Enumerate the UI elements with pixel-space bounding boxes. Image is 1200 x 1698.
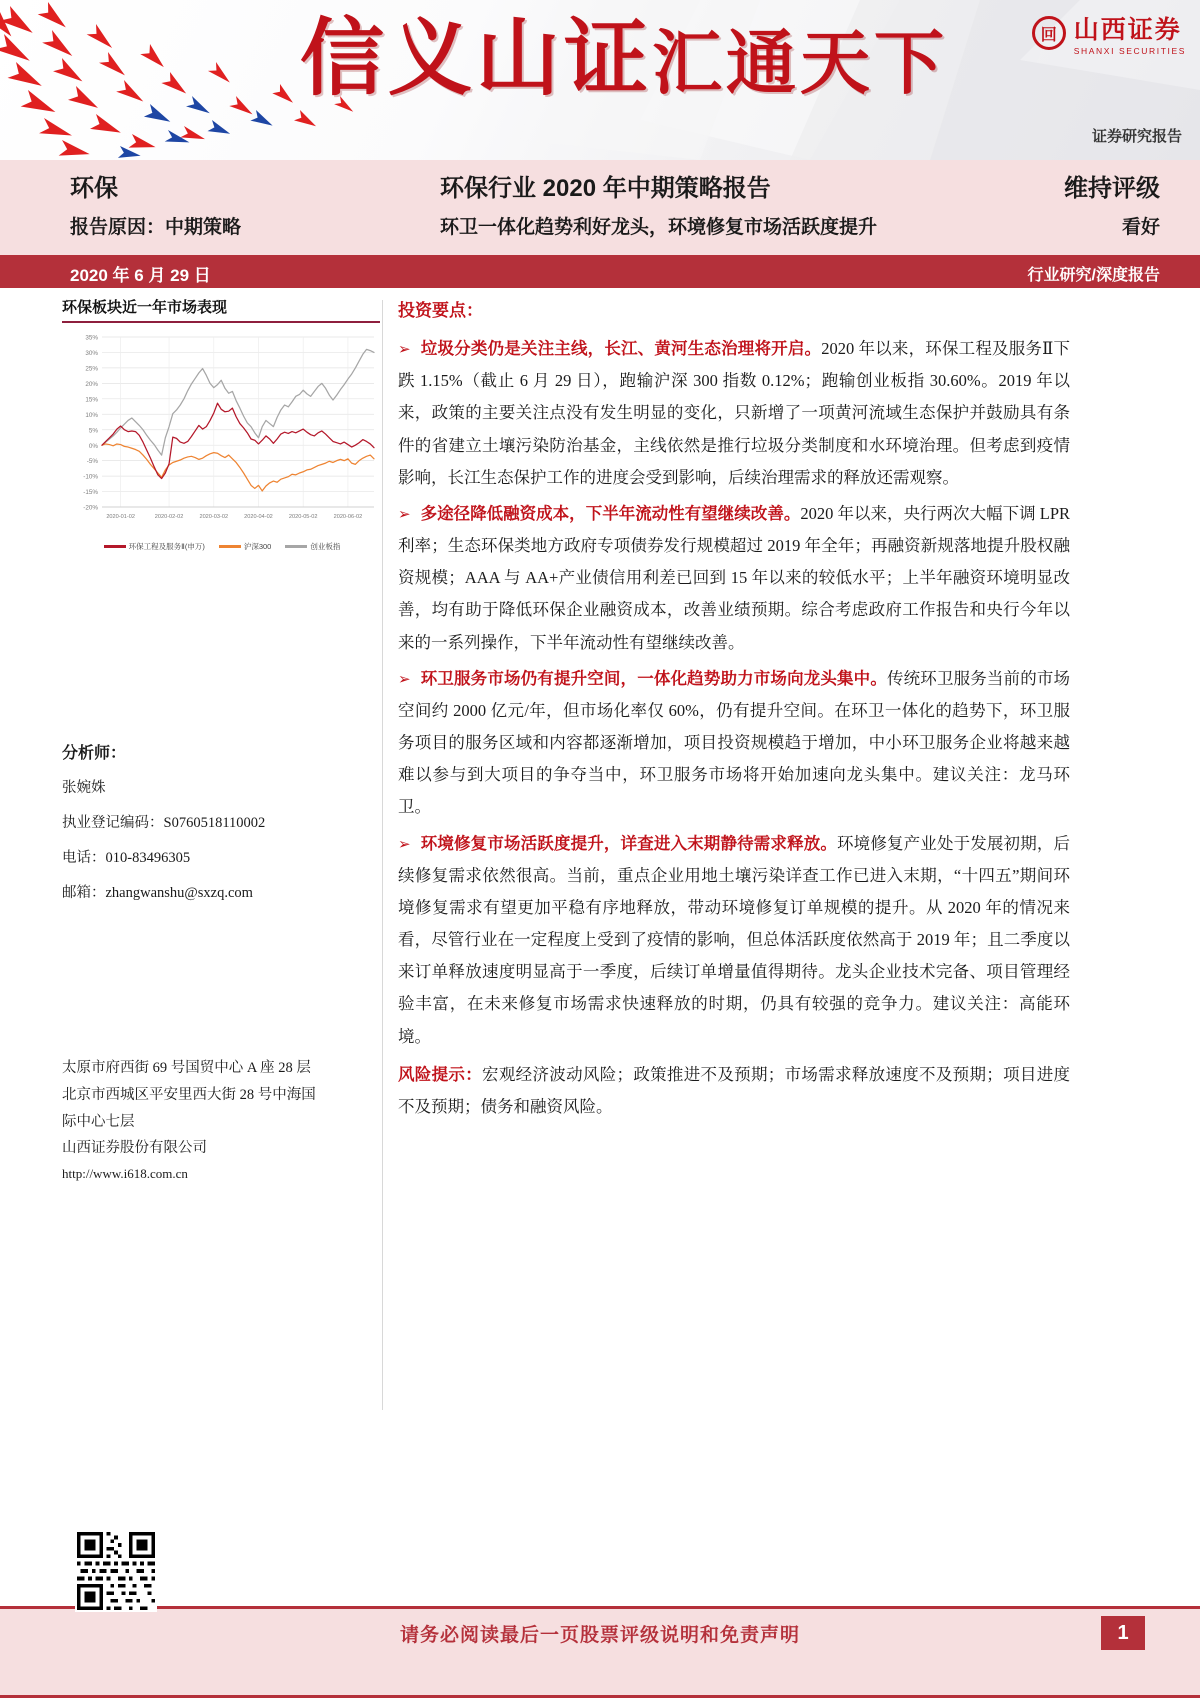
y-tick-label: 0% <box>88 442 98 450</box>
y-tick-label: -20% <box>83 504 98 512</box>
company-logo <box>1032 10 1186 56</box>
rating-value: 看好 <box>1121 217 1160 238</box>
y-tick-label: 20% <box>85 380 98 388</box>
risk-body: 宏观经济波动风险；政策推进不及预期；市场需求释放速度不及预期；项目进度不及预期；债务和融资风险。 <box>398 1064 1071 1116</box>
logo-seal-icon: 回 <box>1032 16 1066 50</box>
main-content <box>398 296 1070 1123</box>
report-main-title: 环保行业 2020 年中期策略报告 <box>440 175 771 202</box>
y-tick-label: -10% <box>83 473 98 481</box>
logo-company-name-cn: 山西证券 <box>1073 16 1182 44</box>
legend-item-1 <box>219 541 272 552</box>
chart-title: 环保板块近一年市场表现 <box>62 299 228 316</box>
title-row-primary <box>0 168 1200 210</box>
x-tick-label: 2020-06-02 <box>333 514 363 520</box>
address-line-2: 北京市西城区平安里西大街 28 号中海国 <box>62 1086 316 1103</box>
y-tick-label: 25% <box>85 365 98 373</box>
investment-point-body-0: 2020 年以来，环保工程及服务Ⅱ下跌 1.15%（截止 6 月 29 日），跑输沪深 300 指数 0.12%；跑输创业板指 30.60%。2019 年以来，政策的主要关注点没有发生明显的变化，只新增了一项黄河流域生态保护并鼓励具有条件的省建立土壤污染防治基金，主线依然是推行垃圾分类制度和水环境治理。但考虑到疫情影响，长江生态保护工作的进度会受到影响，后续治理需求的释放还需观察。 <box>398 339 1071 487</box>
y-tick-label: -15% <box>83 489 98 497</box>
footer-top-rule <box>0 1606 1200 1609</box>
y-tick-label: 10% <box>85 411 98 419</box>
chart-legend <box>62 541 382 552</box>
legend-swatch-0 <box>104 545 126 548</box>
investment-point-lead-2: 环卫服务市场仍有提升空间，一体化趋势助力市场向龙头集中。 <box>420 669 887 688</box>
address-line-1: 太原市府西街 69 号国贸中心 A 座 28 层 <box>62 1060 311 1076</box>
bullet-arrow-icon: ➢ <box>398 834 411 853</box>
investment-point-2 <box>398 663 1070 824</box>
analyst-block <box>62 740 392 918</box>
bullet-arrow-icon: ➢ <box>398 669 411 688</box>
investment-point-body-1: 2020 年以来，央行两次大幅下调 LPR 利率；生态环保类地方政府专项债券发行规模超过 2019 年全年；再融资新规落地提升股权融资规模；AAA 与 AA+产业债信用利差已回到 15 年以来的较低水平；上半年融资环境明显改善，均有助于降低环保企业融资成本，改善业绩预期。综合考虑政府工作报告和央行今年以来的一系列操作，下半年流动性有望继续改善。 <box>398 503 1071 652</box>
x-tick-label: 2020-03-02 <box>199 514 229 520</box>
legend-swatch-2 <box>285 545 307 548</box>
banner-slogan <box>300 13 949 106</box>
investment-points-list <box>398 333 1070 1053</box>
date-band <box>0 255 1200 288</box>
analyst-phone-label: 电话： <box>62 849 106 866</box>
footer-disclaimer: 请务必阅读最后一页股票评级说明和免责声明 <box>399 1625 800 1646</box>
y-tick-label: -5% <box>86 458 98 466</box>
title-row-secondary <box>0 212 1200 252</box>
legend-label-1: 沪深300 <box>243 542 272 551</box>
x-tick-label: 2020-05-02 <box>288 514 318 520</box>
y-tick-label: 30% <box>85 350 98 358</box>
investment-point-0 <box>398 333 1070 494</box>
address-line-3: 际中心七层 <box>62 1113 135 1130</box>
report-kind-label: 证券研究报告 <box>1091 128 1182 145</box>
analyst-name: 张婉姝 <box>62 780 106 796</box>
address-line-4: 山西证券股份有限公司 <box>62 1140 207 1157</box>
x-tick-label: 2020-01-02 <box>106 514 135 520</box>
investment-point-3 <box>398 828 1070 1053</box>
report-banner <box>0 0 1200 160</box>
page-footer <box>0 1606 1200 1698</box>
risk-disclosure <box>398 1059 1070 1123</box>
bullet-arrow-icon: ➢ <box>398 340 411 358</box>
y-tick-label: 35% <box>85 334 98 342</box>
investment-points-heading: 投资要点： <box>398 301 483 320</box>
qr-code-icon <box>75 1530 157 1612</box>
report-subtitle: 环卫一体化趋势利好龙头，环境修复市场活跃度提升 <box>440 217 878 238</box>
logo-company-name-en: SHANXI SECURITIES <box>1073 46 1186 56</box>
banner-slogan-part1: 信义山证 <box>300 13 653 106</box>
x-tick-label: 2020-02-02 <box>154 514 184 520</box>
title-band <box>0 160 1200 255</box>
chart-canvas <box>62 329 380 539</box>
bullet-arrow-icon: ➢ <box>398 504 411 523</box>
risk-label: 风险提示： <box>398 1065 483 1084</box>
market-performance-chart <box>62 329 380 539</box>
report-reason-label: 报告原因：中期策略 <box>70 217 242 238</box>
legend-item-0 <box>104 541 205 552</box>
analyst-license <box>62 814 392 833</box>
chart-series-line <box>102 349 374 455</box>
investment-point-lead-3: 环境修复市场活跃度提升，详查进入末期静待需求释放。 <box>420 834 838 853</box>
analyst-email-value: zhangwanshu@sxzq.com <box>105 884 253 901</box>
sector-label: 环保 <box>70 175 118 202</box>
analyst-phone <box>62 849 392 868</box>
chart-title-rule <box>62 321 380 323</box>
y-tick-label: 15% <box>85 396 98 404</box>
analyst-phone-value: 010-83496305 <box>105 849 191 866</box>
investment-point-lead-1: 多途径降低融资成本，下半年流动性有望继续改善。 <box>420 504 801 523</box>
y-tick-label: 5% <box>88 427 98 435</box>
investment-point-body-3: 环境修复产业处于发展初期，后续修复需求依然很高。当前，重点企业用地土壤污染详查工作已进入末期，“十四五”期间环境修复需求有望更加平稳有序地释放，带动环境修复订单规模的提升。从 2020 年的情况来看，尽管行业在一定程度上受到了疫情的影响，但总体活跃度依然高于 2019 年；且二季度以来订单释放速度明显高于一季度，后续订单增量值得期待。龙头企业技术完备、项目管理经验丰富，在未来修复市场需求快速释放的时期，仍具有较强的竞争力。建议关注：高能环境。 <box>398 833 1071 1046</box>
company-address-block <box>62 1055 392 1186</box>
investment-point-1 <box>398 498 1070 659</box>
analyst-license-label: 执业登记编码： <box>62 814 164 831</box>
analyst-email-label: 邮箱： <box>62 884 106 901</box>
investment-point-body-2: 传统环卫服务当前的市场空间约 2000 亿元/年，但市场化率仅 60%，仍有提升空间。在环卫一体化的趋势下，环卫服务项目的服务区域和内容都逐渐增加，项目投资规模趋于增加，中小环卫服务企业将越来越难以参与到大项目的争夺当中，环卫服务市场将开始加速向龙头集中。建议关注：龙马环卫。 <box>398 668 1071 817</box>
analyst-heading: 分析师： <box>62 745 127 762</box>
company-website-link[interactable]: http://www.i618.com.cn <box>62 1166 188 1182</box>
legend-label-2: 创业板指 <box>310 542 341 551</box>
legend-label-0: 环保工程及服务Ⅱ(申万) <box>128 542 205 551</box>
banner-slogan-part2: 汇通天下 <box>652 26 949 103</box>
analyst-license-value: S0760518110002 <box>163 814 266 831</box>
investment-point-lead-0: 垃圾分类仍是关注主线，长江、黄河生态治理将开启。 <box>420 340 822 358</box>
chart-series-line <box>102 444 374 491</box>
report-date: 2020 年 6 月 29 日 <box>70 266 211 285</box>
left-sidebar <box>62 296 382 552</box>
report-category: 行业研究/深度报告 <box>1027 267 1160 284</box>
legend-swatch-1 <box>219 545 241 548</box>
x-tick-label: 2020-04-02 <box>244 514 273 520</box>
legend-item-2 <box>285 541 340 552</box>
analyst-email <box>62 884 392 903</box>
rating-status: 维持评级 <box>1064 175 1160 202</box>
page-number: 1 <box>1101 1616 1145 1650</box>
